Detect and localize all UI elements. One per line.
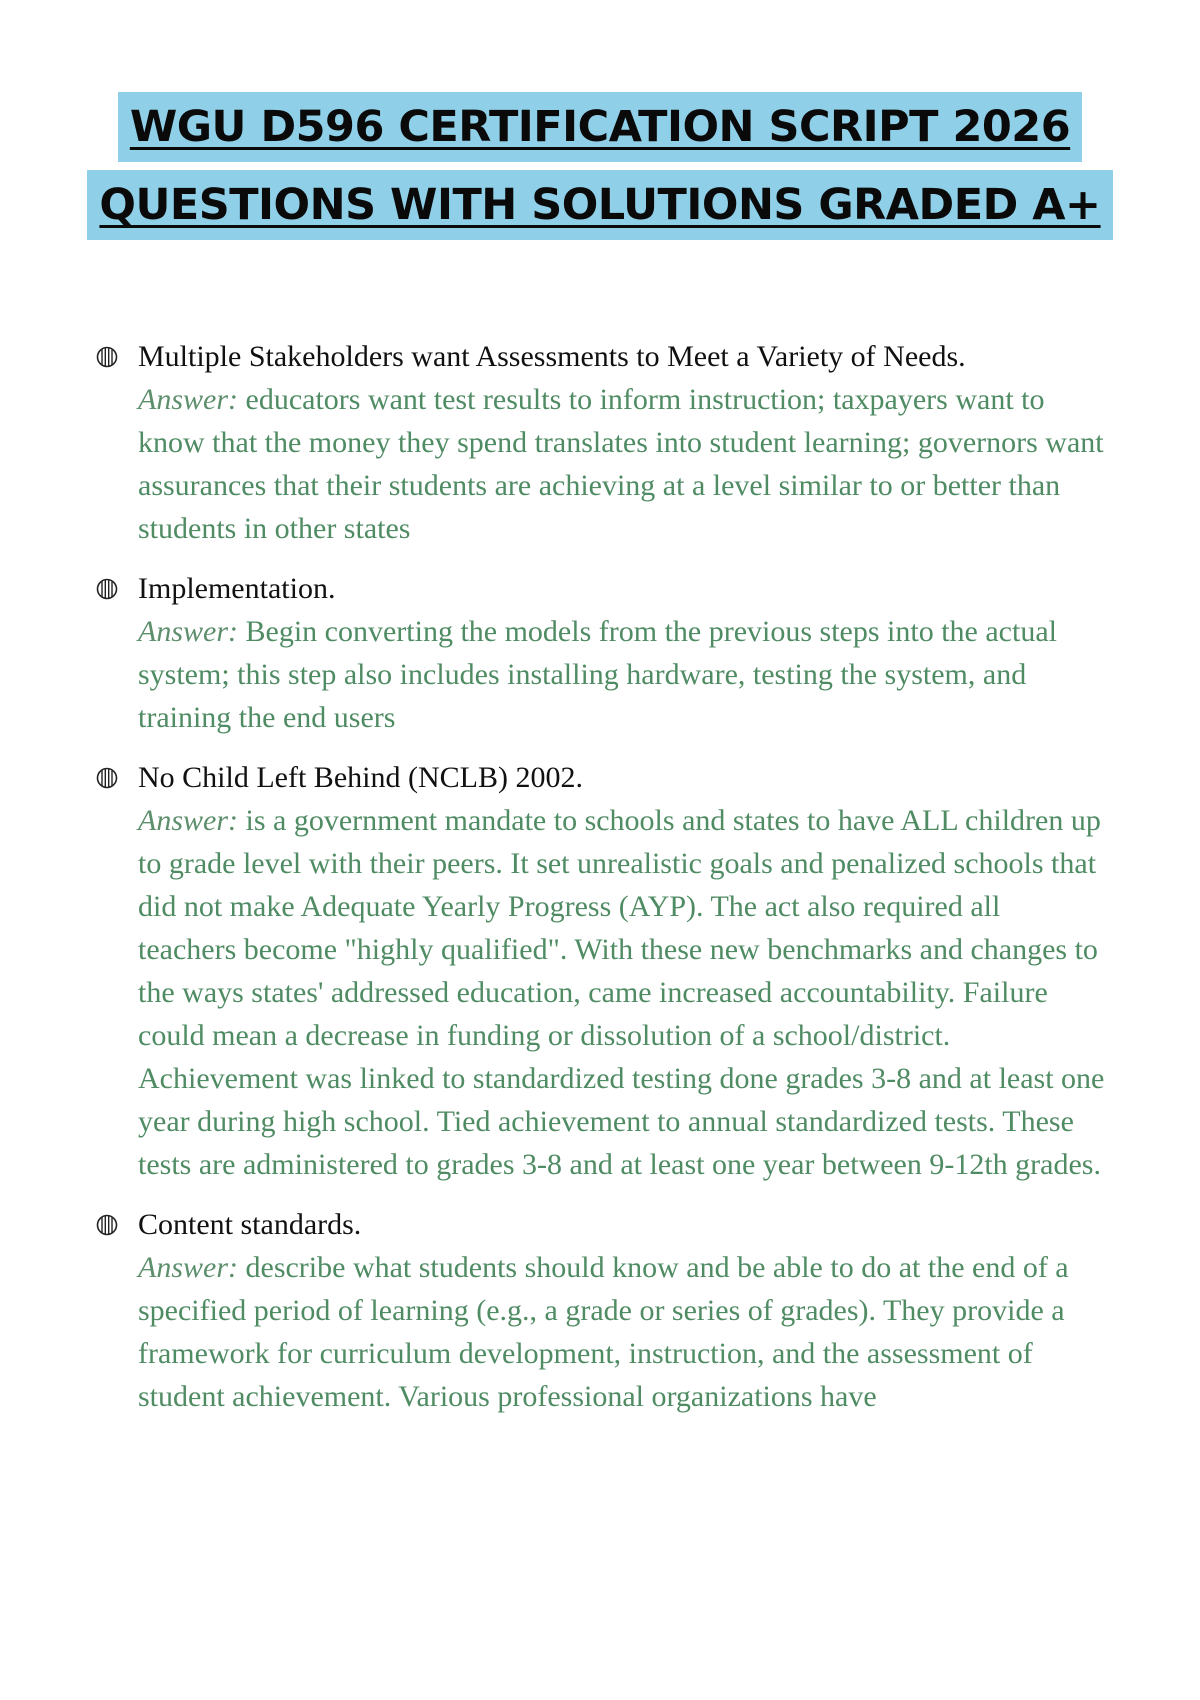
answer-label: Answer: (138, 804, 238, 837)
document-title (0, 92, 1200, 240)
answer-text (138, 1246, 1106, 1418)
answer-body: educators want test results to inform instruction; taxpayers want to know that the money they spend translates into student learning; governors want assurances that their students are achieving at a level similar to or better than students in other states (138, 383, 1104, 545)
qa-list (96, 335, 1106, 1435)
answer-label: Answer: (138, 1251, 238, 1284)
answer-body: is a government mandate to schools and states to have ALL children up to grade level with their peers. It set unrealistic goals and penalized schools that did not make Adequate Yearly Progress (AYP). The act also required all teachers become "highly qualified". With these new benchmarks and changes to the ways states' addressed education, came increased accountability. Failure could mean a decrease in funding or dissolution of a school/district. Achievement was linked to standardized testing done grades 3-8 and at least one year during high school. Tied achievement to annual standardized tests. These tests are administered to grades 3-8 and at least one year between 9-12th grades. (138, 804, 1105, 1181)
answer-label: Answer: (138, 383, 238, 416)
answer-text (138, 378, 1106, 550)
question-text: No Child Left Behind (NCLB) 2002. (138, 761, 583, 794)
question-text: Content standards. (138, 1208, 362, 1241)
qa-item (96, 1203, 1106, 1418)
striped-circle-icon (96, 578, 118, 600)
qa-item (96, 567, 1106, 739)
answer-text (138, 610, 1106, 739)
title-line-1: WGU D596 CERTIFICATION SCRIPT 2026 (118, 92, 1082, 162)
answer-body: describe what students should know and be able to do at the end of a specified period of learning (e.g., a grade or series of grades). They provide a framework for curriculum development, instruction, and the assessment of student achievement. Various professional organizations have (138, 1251, 1069, 1413)
qa-item (96, 335, 1106, 550)
striped-circle-icon (96, 1214, 118, 1236)
qa-item (96, 756, 1106, 1186)
striped-circle-icon (96, 767, 118, 789)
striped-circle-icon (96, 346, 118, 368)
question-text: Implementation. (138, 572, 336, 605)
answer-body: Begin converting the models from the previous steps into the actual system; this step also includes installing hardware, testing the system, and training the end users (138, 615, 1057, 734)
answer-label: Answer: (138, 615, 238, 648)
answer-text (138, 799, 1106, 1186)
question-text: Multiple Stakeholders want Assessments to Meet a Variety of Needs. (138, 340, 966, 373)
title-line-2: QUESTIONS WITH SOLUTIONS GRADED A+ (87, 170, 1112, 240)
